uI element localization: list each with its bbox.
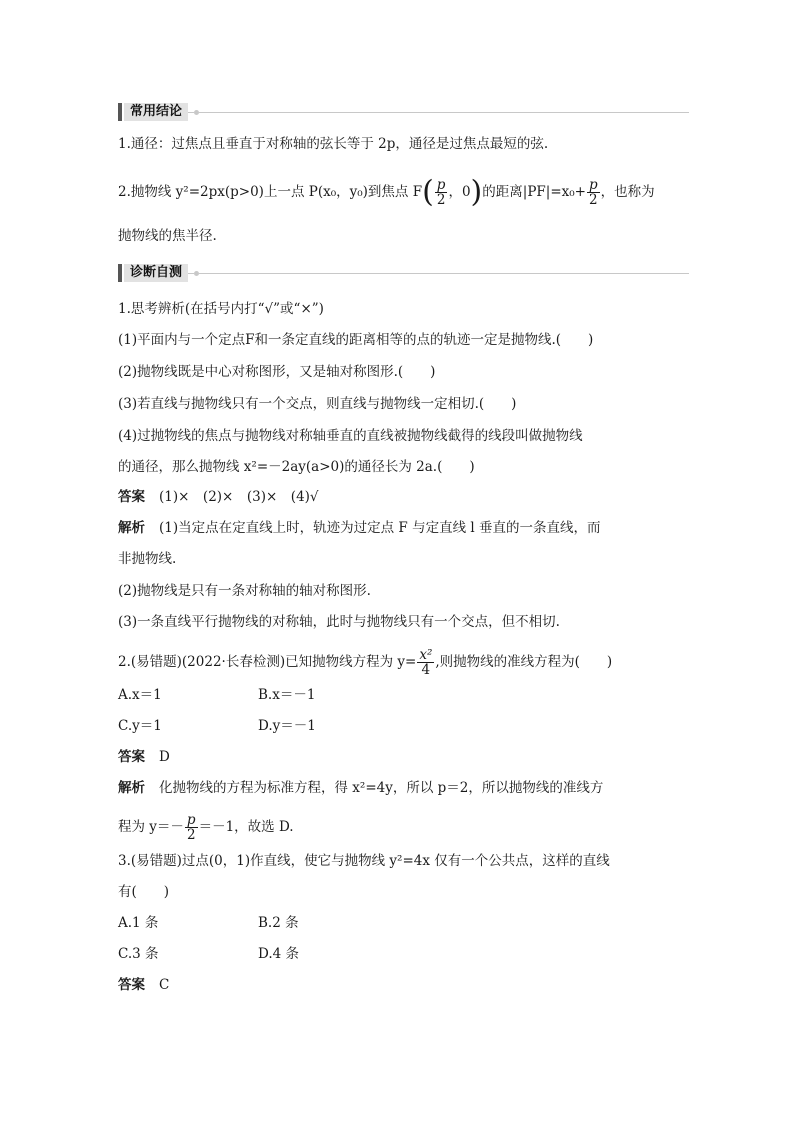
q3-option-b: B.2 条	[258, 915, 299, 931]
conclusion-2-line2: 抛物线的焦半径.	[118, 228, 217, 244]
explanation-text: 化抛物线的方程为标准方程，得 x²=4y，所以 p＝2，所以抛物线的准线方	[159, 780, 604, 796]
fraction-p-over-2-c	[185, 813, 198, 842]
q2-stem	[118, 648, 612, 677]
explanation-label: 解析	[118, 520, 145, 536]
q2-expl-text-a: 程为 y＝－	[118, 819, 184, 835]
conclusion-2-text-d: ，也称为	[600, 184, 655, 200]
conclusion-2-text-c: 的距离|PF|=x₀+	[482, 184, 586, 200]
answer-text: D	[159, 749, 170, 765]
q2-explanation-1	[118, 778, 603, 798]
q3-answer	[118, 975, 169, 995]
q3-options-row1	[118, 913, 398, 933]
q1-item-4b: 的通径，那么抛物线 x²=－2ay(a>0)的通径长为 2a.( )	[118, 459, 475, 475]
q3-stem-a: 3.(易错题)过点(0，1)作直线，使它与抛物线 y²=4x 仅有一个公共点，这样的直线	[118, 853, 610, 869]
q1-item-1: (1)平面内与一个定点F和一条定直线的距离相等的点的轨迹一定是抛物线.( )	[118, 332, 594, 348]
section-rule-long	[199, 112, 689, 113]
q3-option-a: A.1 条	[118, 915, 159, 931]
q1-explanation-3: (3)一条直线平行抛物线的对称轴，此时与抛物线只有一个交点，但不相切.	[118, 614, 560, 630]
frac-num: p	[436, 177, 446, 193]
q1-item-3: (3)若直线与抛物线只有一个交点，则直线与抛物线一定相切.( )	[118, 396, 517, 412]
fraction-x2-over-4	[417, 648, 434, 677]
q3-options-row2	[118, 944, 398, 964]
frac-num: p	[588, 177, 598, 193]
conclusion-2-text-a: 2.抛物线 y²=2px(p>0)上一点 P(x₀，y₀)到焦点 F	[118, 184, 423, 200]
q2-text-b: ,则抛物线的准线方程为( )	[435, 654, 613, 670]
q3-option-c: C.3 条	[118, 946, 159, 962]
answer-label: 答案	[118, 977, 145, 993]
paren-right: )	[470, 174, 483, 210]
frac-num: p	[186, 812, 196, 828]
q2-option-c: C.y＝1	[118, 718, 162, 734]
q2-answer	[118, 747, 170, 767]
q2-options-row2	[118, 716, 398, 736]
q1-explanation-1	[118, 518, 600, 538]
q2-option-a: A.x＝1	[118, 687, 162, 703]
conclusion-2	[118, 174, 655, 210]
answer-label: 答案	[118, 489, 145, 505]
frac-den: 4	[421, 662, 431, 678]
frac-num: x²	[419, 647, 433, 663]
section-title: 诊断自测	[124, 264, 188, 282]
fraction-p-over-2	[435, 178, 448, 207]
q2-option-d: D.y＝－1	[258, 718, 316, 734]
answer-text: (1)× (2)× (3)× (4)√	[159, 489, 319, 505]
explanation-label: 解析	[118, 780, 145, 796]
q1-item-4a: (4)过抛物线的焦点与抛物线对称轴垂直的直线被抛物线截得的线段叫做抛物线	[118, 428, 583, 444]
conclusion-1: 1.通径：过焦点且垂直于对称轴的弦长等于 2p，通径是过焦点最短的弦.	[118, 136, 549, 152]
q2-option-b: B.x＝－1	[258, 687, 316, 703]
frac-den: 2	[186, 827, 196, 843]
q1-explanation-1b: 非抛物线.	[118, 551, 177, 567]
q2-explanation-2	[118, 813, 294, 842]
answer-text: C	[159, 977, 170, 993]
q2-expl-text-b: ＝－1，故选 D.	[198, 819, 294, 835]
section-bar	[118, 264, 122, 282]
section-header-conclusions	[118, 101, 689, 123]
conclusion-2-text-b: ，0	[448, 184, 471, 200]
paren-left: (	[422, 174, 434, 210]
q1-explanation-2: (2)抛物线是只有一条对称轴的轴对称图形.	[118, 583, 371, 599]
section-bar	[118, 103, 122, 121]
q3-stem-b: 有( )	[118, 884, 170, 900]
q2-options-row1	[118, 685, 398, 705]
q3-option-d: D.4 条	[258, 946, 300, 962]
section-header-diagnostic	[118, 262, 689, 284]
q2-text-a: 2.(易错题)(2022·长春检测)已知抛物线方程为 y=	[118, 654, 417, 670]
section-title: 常用结论	[124, 103, 188, 121]
fraction-p-over-2-b	[587, 178, 600, 207]
q1-answer	[118, 487, 319, 507]
frac-den: 2	[436, 192, 446, 208]
q1-intro: 1.思考辨析(在括号内打“√”或“×”)	[118, 301, 324, 317]
frac-den: 2	[589, 192, 598, 208]
explanation-text: (1)当定点在定直线上时，轨迹为过定点 F 与定直线 l 垂直的一条直线，而	[159, 520, 601, 536]
section-rule-long	[199, 273, 689, 274]
answer-label: 答案	[118, 749, 145, 765]
q1-item-2: (2)抛物线既是中心对称图形，又是轴对称图形.( )	[118, 364, 436, 380]
